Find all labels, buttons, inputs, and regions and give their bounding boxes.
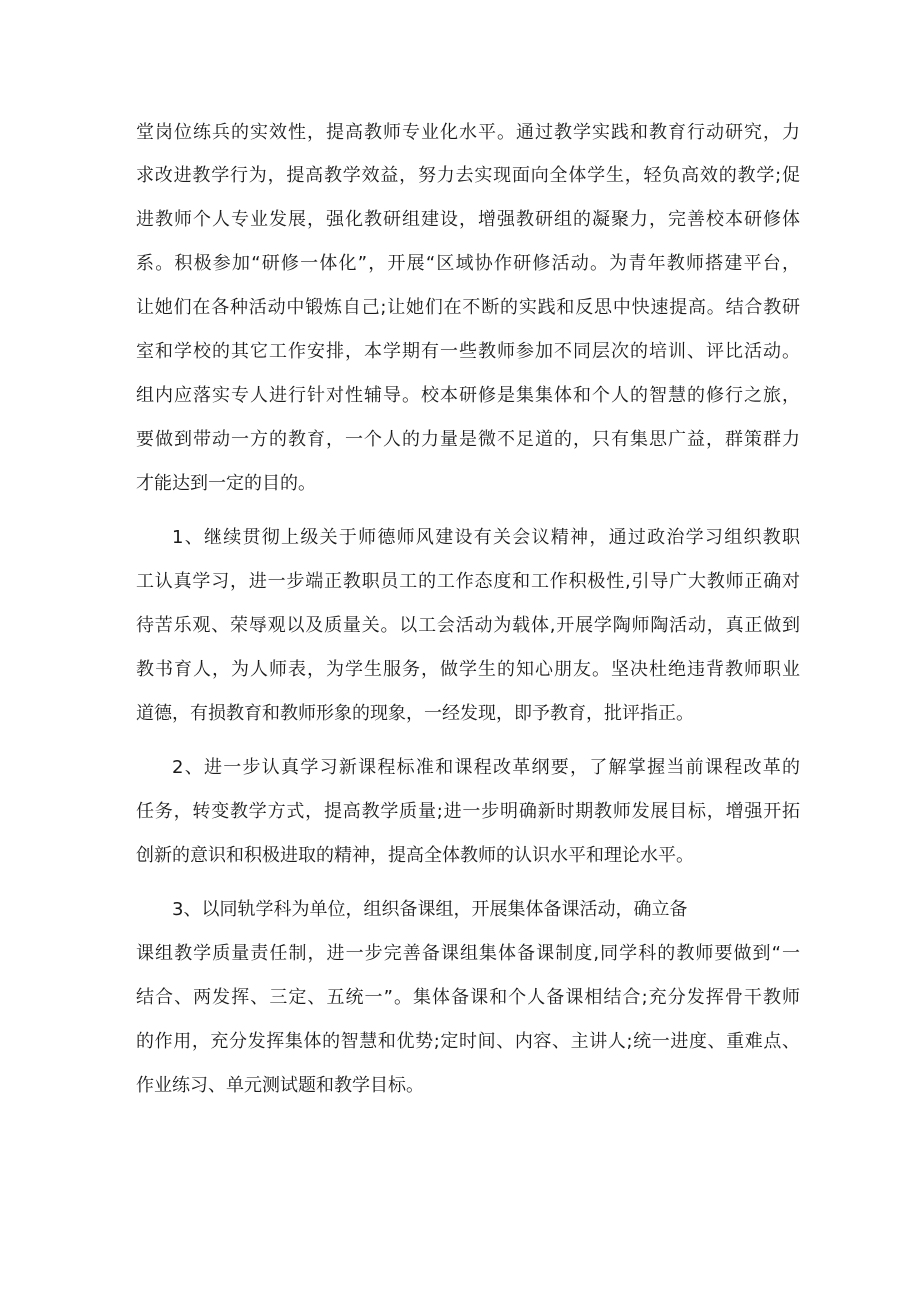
text-line: 要做到带动一方的教育，一个人的力量是微不足道的，只有集思广益，群策群力 [136, 429, 800, 450]
list-item-2-line: 2、进一步认真学习新课程标准和课程改革纲要，了解掌握当前课程改革的 [172, 757, 800, 778]
text-line: 工认真学习，进一步端正教职员工的工作态度和工作积极性,引导广大教师正确对 [136, 571, 800, 592]
text-line: 进教师个人专业发展，强化教研组建设，增强教研组的凝聚力，完善校本研修体 [136, 209, 800, 230]
text-line: 求改进教学行为，提高教学效益，努力去实现面向全体学生，轻负高效的教学;促 [136, 165, 800, 186]
text-line: 教书育人，为人师表，为学生服务，做学生的知心朋友。坚决杜绝违背教师职业 [136, 659, 800, 680]
text-line: 课组教学质量责任制，进一步完善备课组集体备课制度,同学科的教师要做到“一 [136, 943, 800, 964]
list-item-3-line: 3、以同轨学科为单位，组织备课组，开展集体备课活动，确立备 [172, 899, 688, 920]
text-line: 结合、两发挥、三定、五统一”。集体备课和个人备课相结合;充分发挥骨干教师 [136, 987, 800, 1008]
text-line: 系。积极参加“研修一体化”，开展“区域协作研修活动。为青年教师搭建平台， [136, 253, 800, 274]
text-line: 堂岗位练兵的实效性，提高教师专业化水平。通过教学实践和教育行动研究，力 [136, 122, 800, 143]
text-line: 作业练习、单元测试题和教学目标。 [136, 1075, 424, 1096]
text-line: 待苦乐观、荣辱观以及质量关。以工会活动为载体,开展学陶师陶活动，真正做到 [136, 615, 800, 636]
text-line: 让她们在各种活动中锻炼自己;让她们在不断的实践和反思中快速提高。结合教研 [136, 297, 800, 318]
list-item-1-line: 1、继续贯彻上级关于师德师风建设有关会议精神，通过政治学习组织教职 [172, 527, 800, 548]
text-line: 任务，转变教学方式，提高教学质量;进一步明确新时期教师发展目标，增强开拓 [136, 801, 800, 822]
text-line: 组内应落实专人进行针对性辅导。校本研修是集集体和个人的智慧的修行之旅， [136, 385, 800, 406]
text-line: 创新的意识和积极进取的精神，提高全体教师的认识水平和理论水平。 [136, 845, 694, 866]
text-line: 才能达到一定的目的。 [136, 473, 316, 494]
text-line: 室和学校的其它工作安排，本学期有一些教师参加不同层次的培训、评比活动。 [136, 341, 800, 362]
text-line: 的作用，充分发挥集体的智慧和优势;定时间、内容、主讲人;统一进度、重难点、 [136, 1031, 800, 1052]
text-line: 道德，有损教育和教师形象的现象，一经发现，即予教育，批评指正。 [136, 703, 694, 724]
